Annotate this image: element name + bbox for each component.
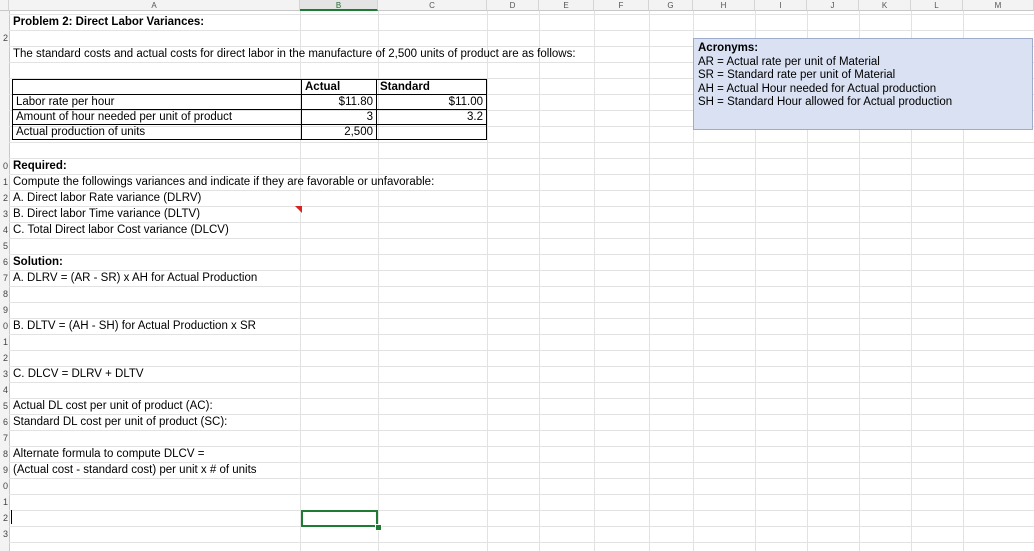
grid-line [9,350,1034,351]
active-cell-selection[interactable] [301,510,378,527]
standard-value-cell[interactable]: 3.2 [377,110,487,125]
row-number[interactable]: 1 [2,497,8,507]
grid-line [9,510,1034,511]
acronym-item: SR = Standard rate per unit of Material [698,69,896,82]
table-row [13,95,487,110]
grid-line [9,158,1034,159]
row-number[interactable]: 6 [2,257,8,267]
column-header-c[interactable]: C [378,0,487,11]
grid-line [9,430,1034,431]
row-number[interactable]: 6 [2,417,8,427]
formula-a-cell[interactable]: A. DLRV = (AR - SR) x AH for Actual Production [13,272,258,284]
row-number[interactable]: 3 [2,209,8,219]
row-number[interactable]: 9 [2,465,8,475]
acronyms-title: Acronyms: [698,42,759,54]
labor-cost-table [12,79,487,140]
comment-indicator-icon[interactable] [295,206,302,213]
table-header-actual[interactable]: Actual [302,80,377,95]
column-header-d[interactable]: D [487,0,539,11]
required-item-a-cell[interactable]: A. Direct labor Rate variance (DLRV) [13,192,202,204]
table-row [13,110,487,125]
fill-handle[interactable] [375,524,382,531]
actual-dl-cost-cell[interactable]: Actual DL cost per unit of product (AC): [13,400,213,412]
alt-formula-line2-cell[interactable]: (Actual cost - standard cost) per unit x # of units [13,464,257,476]
problem-title-cell[interactable]: Problem 2: Direct Labor Variances: [13,16,205,28]
column-header-g[interactable]: G [649,0,693,11]
standard-value-cell[interactable] [377,125,487,140]
row-number[interactable]: 0 [2,321,8,331]
row-number[interactable]: 5 [2,241,8,251]
solution-title-cell[interactable]: Solution: [13,256,63,268]
column-header-b[interactable]: B [300,0,378,11]
row-number[interactable]: 4 [2,225,8,235]
row-number[interactable]: 7 [2,433,8,443]
grid-line [9,30,1034,31]
row-number[interactable]: 0 [2,481,8,491]
row-number[interactable]: 2 [2,353,8,363]
acronym-item: SH = Standard Hour allowed for Actual production [698,96,953,109]
grid-line [9,382,1034,383]
grid-line [594,11,595,551]
grid-line [9,286,1034,287]
row-label-cell[interactable]: Actual production of units [13,125,302,140]
required-title-cell[interactable]: Required: [13,160,67,172]
actual-value-cell[interactable]: 3 [302,110,377,125]
row-number[interactable]: 7 [2,273,8,283]
column-header-i[interactable]: I [755,0,807,11]
column-header-k[interactable]: K [859,0,911,11]
required-item-c-cell[interactable]: C. Total Direct labor Cost variance (DLCV) [13,224,229,236]
row-number[interactable]: 2 [2,513,8,523]
row-number[interactable]: 3 [2,529,8,539]
column-header-h[interactable]: H [693,0,755,11]
row-number[interactable]: 2 [2,193,8,203]
standard-value-cell[interactable]: $11.00 [377,95,487,110]
row-label-cell[interactable]: Labor rate per hour [13,95,302,110]
table-header-blank[interactable] [13,80,302,95]
column-header-e[interactable]: E [539,0,594,11]
row-number[interactable]: 9 [2,305,8,315]
standard-dl-cost-cell[interactable]: Standard DL cost per unit of product (SC): [13,416,228,428]
grid-line [539,11,540,551]
actual-value-cell[interactable]: $11.80 [302,95,377,110]
formula-c-cell[interactable]: C. DLCV = DLRV + DLTV [13,368,144,380]
acronym-item: AH = Actual Hour needed for Actual production [698,82,937,95]
column-header-a[interactable]: A [9,0,300,11]
row-number[interactable]: 4 [2,385,8,395]
grid-line [649,11,650,551]
column-header-m[interactable]: M [963,0,1034,11]
row-number[interactable]: 5 [2,401,8,411]
intro-cell[interactable]: The standard costs and actual costs for direct labor in the manufacture of 2,500 units of product are as follows: [13,48,576,60]
table-row [13,80,487,95]
alt-formula-line1-cell[interactable]: Alternate formula to compute DLCV = [13,448,205,460]
row-number[interactable]: 0 [2,161,8,171]
table-header-standard[interactable]: Standard [377,80,487,95]
grid-line [9,366,1034,367]
row-number[interactable]: 1 [2,337,8,347]
actual-value-cell[interactable]: 2,500 [302,125,377,140]
grid-line [9,526,1034,527]
row-number[interactable]: 3 [2,369,8,379]
grid-line [9,478,1034,479]
column-header-l[interactable]: L [911,0,963,11]
grid-line [9,334,1034,335]
row-label-cell[interactable]: Amount of hour needed per unit of product [13,110,302,125]
grid-line [9,494,1034,495]
acronyms-textbox[interactable] [693,38,1033,130]
grid-line [9,302,1034,303]
acronym-item: AR = Actual rate per unit of Material [698,55,880,68]
row-number[interactable]: 2 [2,33,8,43]
row-number[interactable]: 8 [2,289,8,299]
grid-line [9,238,1034,239]
required-item-b-cell[interactable]: B. Direct labor Time variance (DLTV) [13,208,201,220]
formula-b-cell[interactable]: B. DLTV = (AH - SH) for Actual Production x SR [13,320,256,332]
grid-line [9,142,1034,143]
grid-line [487,11,488,551]
row-number[interactable]: 1 [2,177,8,187]
grid-line [9,254,1034,255]
row-number[interactable]: 8 [2,449,8,459]
column-header-j[interactable]: J [807,0,859,11]
text-cursor [11,510,12,524]
required-intro-cell[interactable]: Compute the followings variances and indicate if they are favorable or unfavorable: [13,176,435,188]
select-all-corner[interactable] [0,0,9,11]
table-row [13,125,487,140]
grid-line [9,542,1034,543]
column-header-f[interactable]: F [594,0,649,11]
